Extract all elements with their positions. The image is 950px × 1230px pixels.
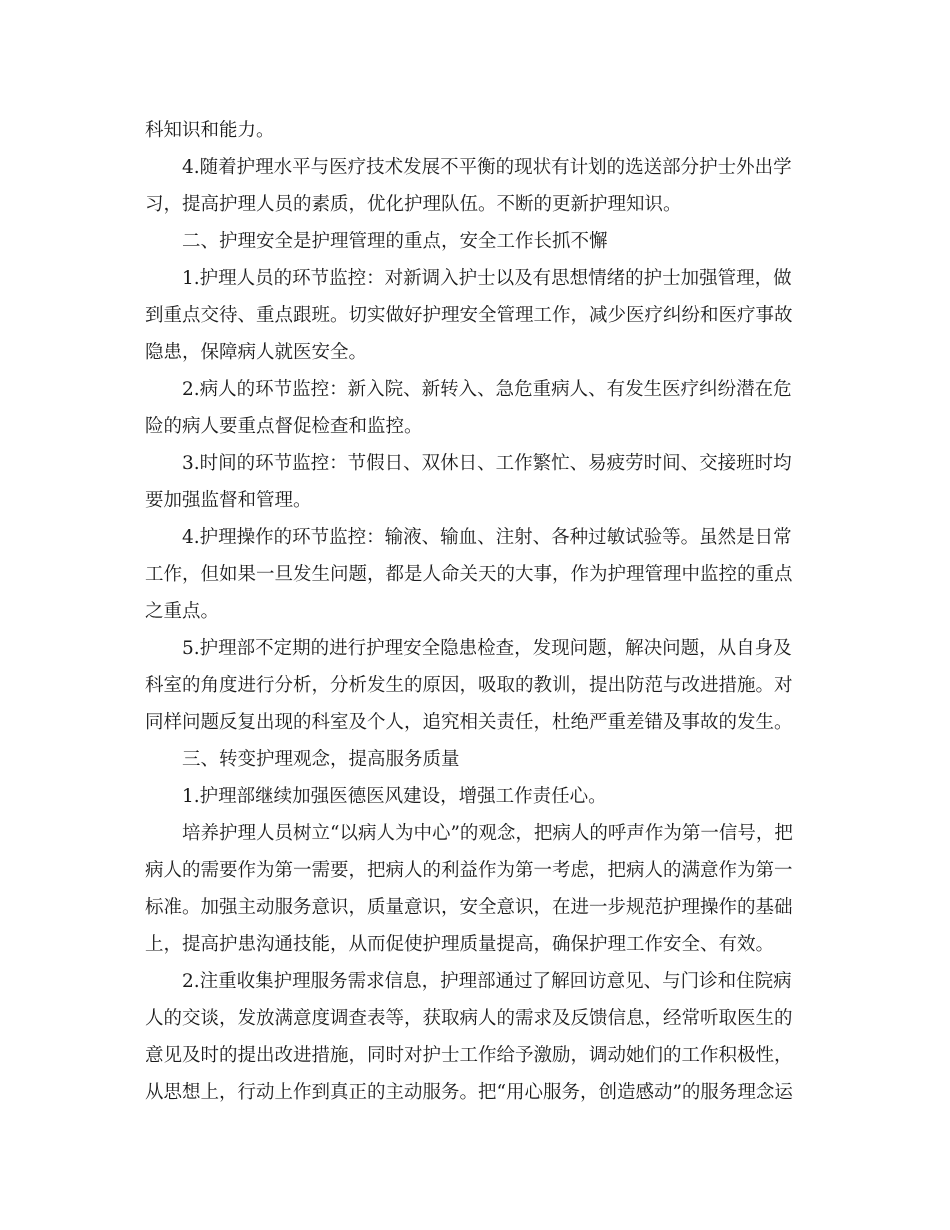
paragraph — [145, 260, 825, 371]
text-line: 4.护理操作的环节监控：输液、输血、注射、各种过敏试验等。虽然是日常 — [182, 527, 792, 548]
text-line: 科室的角度进行分析，分析发生的原因，吸取的教训，提出防范与改进措施。对 — [145, 675, 793, 696]
paragraph — [145, 778, 825, 815]
paragraph — [145, 149, 825, 223]
text-line: 1.护理部继续加强医德医风建设，增强工作责任心。 — [182, 786, 607, 807]
paragraph — [145, 445, 825, 519]
text-line: 病人的需要作为第一需要，把病人的利益作为第一考虑，把病人的满意作为第一 — [145, 860, 793, 881]
text-line: 要加强监督和管理。 — [145, 490, 312, 511]
text-line: 科知识和能力。 — [145, 120, 275, 141]
text-line: 三、转变护理观念，提高服务质量 — [182, 749, 460, 770]
text-line: 标准。加强主动服务意识，质量意识，安全意识，在进一步规范护理操作的基础 — [145, 897, 793, 918]
text-line: 从思想上，行动上作到真正的主动服务。把“用心服务，创造感动”的服务理念运 — [145, 1082, 793, 1103]
text-line: 5.护理部不定期的进行护理安全隐患检查，发现问题，解决问题，从自身及 — [182, 638, 792, 659]
text-line: 意见及时的提出改进措施，同时对护士工作给予激励，调动她们的工作积极性， — [145, 1045, 793, 1066]
text-line: 2.注重收集护理服务需求信息，护理部通过了解回访意见、与门诊和住院病 — [182, 971, 792, 992]
text-line: 习，提高护理人员的素质，优化护理队伍。不断的更新护理知识。 — [145, 194, 682, 215]
text-line: 到重点交待、重点跟班。切实做好护理安全管理工作，减少医疗纠纷和医疗事故 — [145, 305, 793, 326]
text-line: 工作，但如果一旦发生问题，都是人命关天的大事，作为护理管理中监控的重点 — [145, 564, 793, 585]
text-line: 之重点。 — [145, 601, 220, 622]
document-body — [145, 112, 825, 1111]
text-line: 3.时间的环节监控：节假日、双休日、工作繁忙、易疲劳时间、交接班时均 — [182, 453, 792, 474]
text-line: 培养护理人员树立“以病人为中心”的观念，把病人的呼声作为第一信号，把 — [182, 823, 793, 844]
text-line: 隐患，保障病人就医安全。 — [145, 342, 368, 363]
text-line: 1.护理人员的环节监控：对新调入护士以及有思想情绪的护士加强管理，做 — [182, 268, 792, 289]
paragraph — [145, 963, 825, 1111]
paragraph — [145, 519, 825, 630]
text-line: 人的交谈，发放满意度调查表等，获取病人的需求及反馈信息，经常听取医生的 — [145, 1008, 793, 1029]
text-line: 4.随着护理水平与医疗技术发展不平衡的现状有计划的选送部分护士外出学 — [182, 157, 792, 178]
section-heading — [145, 223, 825, 260]
text-line: 同样问题反复出现的科室及个人，追究相关责任，杜绝严重差错及事故的发生。 — [145, 712, 793, 733]
paragraph — [145, 371, 825, 445]
text-line: 2.病人的环节监控：新入院、新转入、急危重病人、有发生医疗纠纷潜在危 — [182, 379, 792, 400]
paragraph — [145, 112, 825, 149]
text-line: 上，提高护患沟通技能，从而促使护理质量提高，确保护理工作安全、有效。 — [145, 934, 775, 955]
section-heading — [145, 741, 825, 778]
paragraph — [145, 630, 825, 741]
text-line: 险的病人要重点督促检查和监控。 — [145, 416, 423, 437]
paragraph — [145, 815, 825, 963]
text-line: 二、护理安全是护理管理的重点，安全工作长抓不懈 — [182, 231, 608, 252]
